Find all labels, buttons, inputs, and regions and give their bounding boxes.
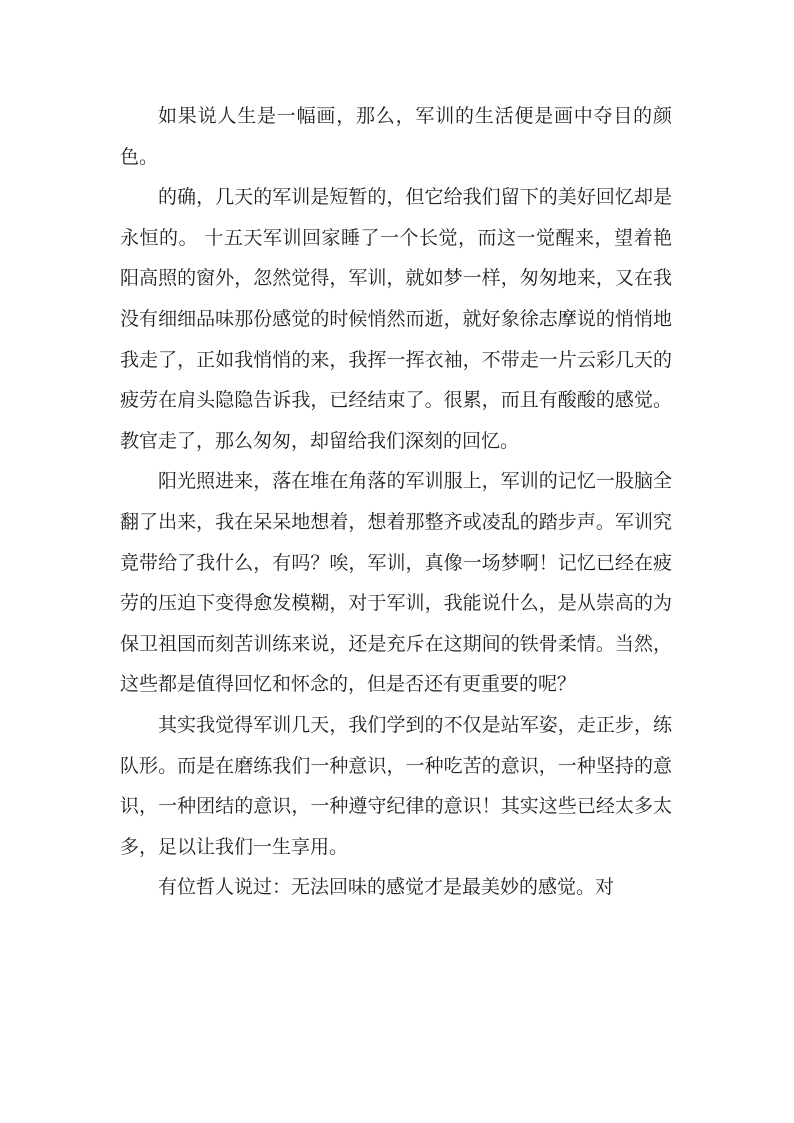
paragraph-1: 如果说人生是一幅画，那么，军训的生活便是画中夺目的颜色。 xyxy=(120,105,672,168)
paragraph-3: 阳光照进来，落在堆在角落的军训服上，军训的记忆一股脑全翻了出来，我在呆呆地想着，想着那整齐或凌乱的踏步声。军训究竟带给了我什么，有吗？唉，军训，真像一场梦啊！记忆已经在疲劳的压迫下变得愈发模糊，对于军训，我能说什么，是从崇高的为保卫祖国而刻苦训练来说，还是充斥在这期间的铁骨柔情。当然，这些都是值得回忆和怀念的，但是否还有更重要的呢？ xyxy=(120,470,672,696)
paragraph-5: 有位哲人说过：无法回味的感觉才是最美妙的感觉。对 xyxy=(158,876,615,899)
paragraph-4: 其实我觉得军训几天，我们学到的不仅是站军姿，走正步，练队形。而是在磨练我们一种意识，一种吃苦的意识，一种坚持的意识，一种团结的意识，一种遵守纪律的意识！其实这些已经太多太多，足以让我们一生享用。 xyxy=(120,713,672,858)
paragraph-2: 的确，几天的军训是短暂的，但它给我们留下的美好回忆却是永恒的。 十五天军训回家睡了一个长觉，而这一觉醒来，望着艳阳高照的窗外，忽然觉得，军训，就如梦一样，匆匆地来，又在我没有细细品味那份感觉的时候悄然而逝，就好象徐志摩说的悄悄地我走了，正如我悄悄的来，我挥一挥衣袖，不带走一片云彩几天的疲劳在肩头隐隐告诉我，已经结束了。很累，而且有酸酸的感觉。教官走了，那么匆匆，却留给我们深刻的回忆。 xyxy=(120,186,672,452)
document-body xyxy=(120,96,672,908)
